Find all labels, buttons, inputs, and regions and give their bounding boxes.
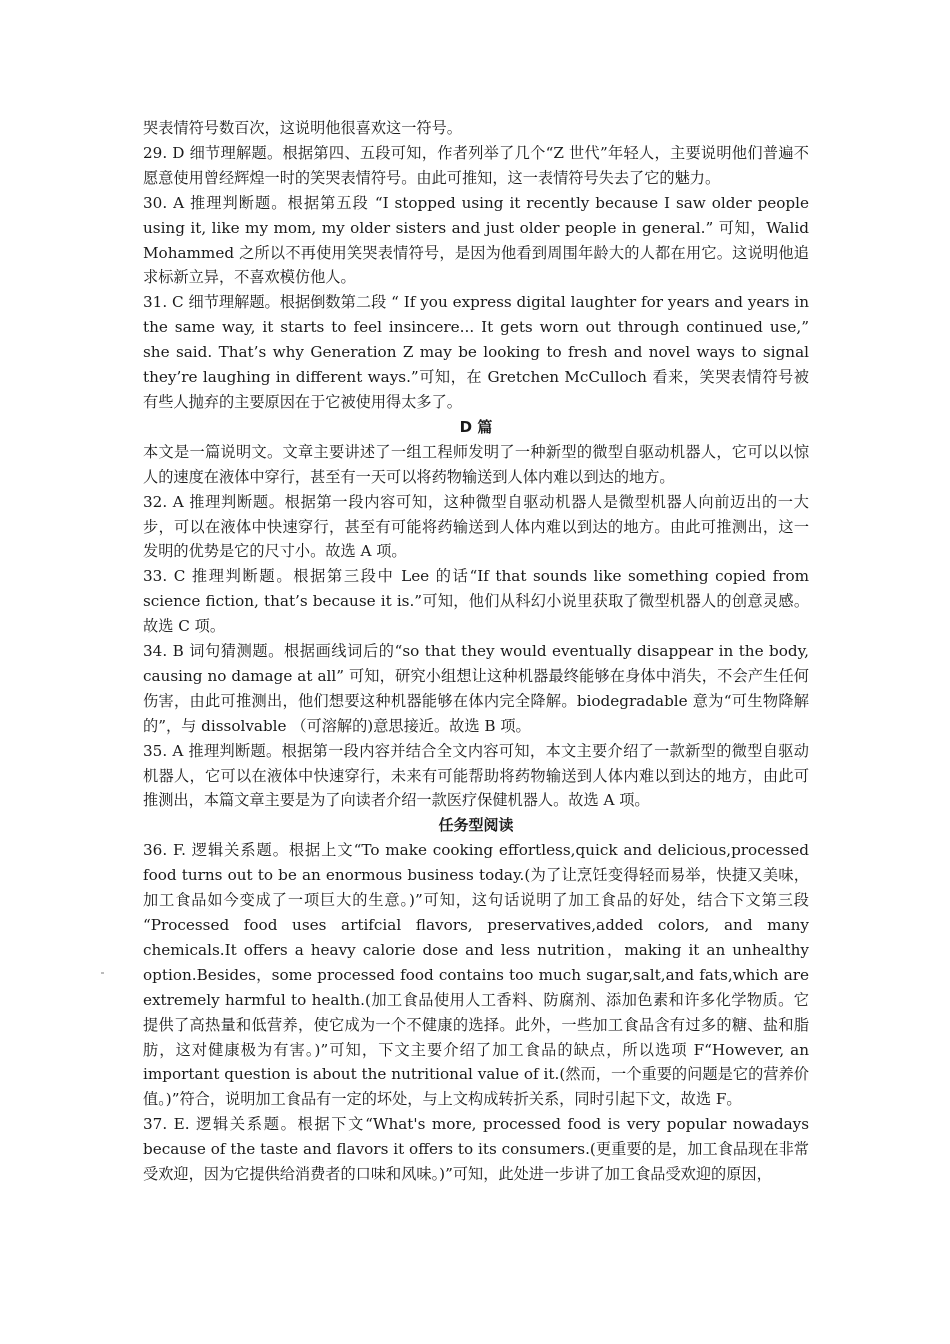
answer-30: 30. A 推理判断题。根据第五段 “I stopped using it recently because I saw older people using it, like my mom, my older sisters and just older people in general.” 可知，Walid Mohammed 之所以不再使用笑哭表情符号，是因为他看到周围年龄大的人都在用它。这说明他追求标新立异，不喜欢模仿他人。 (143, 193, 814, 287)
answer-explanation-page (143, 116, 814, 1187)
answer-37: 37. E. 逻辑关系题。根据下文“What's more, processed food is very popular nowadays because of the taste and flavors it offers to its consumers.(更重要的是，加工食品现在非常受欢迎，因为它提供给消费者的口味和风味。)”可知，此处进一步讲了加工食品受欢迎的原因， (143, 1115, 814, 1184)
answer-35: 35. A 推理判断题。根据第一段内容并结合全文内容可知，本文主要介绍了一款新型的微型自驱动机器人，它可以在液体中快速穿行，未来有可能帮助将药物输送到人体内难以到达的地方，由此可推测出，本篇文章主要是为了向读者介绍一款医疗保健机器人。故选 A 项。 (143, 741, 809, 810)
section-d-summary: 本文是一篇说明文。文章主要讲述了一组工程师发明了一种新型的微型自驱动机器人，它可以以惊人的速度在液体中穿行，甚至有一天可以将药物输送到人体内难以到达的地方。 (143, 442, 809, 486)
paragraph-continuation: 哭表情符号数百次，这说明他很喜欢这一符号。 (143, 119, 462, 137)
answer-32: 32. A 推理判断题。根据第一段内容可知，这种微型自驱动机器人是微型机器人向前迈出的一大步，可以在液体中快速穿行，甚至有可能将药输送到人体内难以到达的地方。由此可推测出，这一发明的优势是它的尺寸小。故选 A 项。 (143, 492, 809, 561)
answer-29: 29. D 细节理解题。根据第四、五段可知，作者列举了几个“Z 世代”年轻人，主要说明他们普遍不愿意使用曾经辉煌一时的笑哭表情符号。由此可推知，这一表情符号失去了它的魅力。 (143, 143, 809, 187)
answer-31: 31. C 细节理解题。根据倒数第二段 “ If you express digital laughter for years and years in the same way, it starts to feel insincere... It gets worn out through continued use,” she said. That’s why Generation Z may be looking to fresh and novel ways to signal they’re laughing in different ways.”可知，在 Gretchen McCulloch 看来，笑哭表情符号被有些人抛弃的主要原因在于它被使用得太多了。 (143, 293, 814, 411)
answer-34: 34. B 词句猜测题。根据画线词后的“so that they would eventually disappear in the body, causing no damage at all” 可知，研究小组想让这种机器最终能够在身体中消失，不会产生任何伤害，由此可推测出，他们想要这种机器能够在体内完全降解。biodegradable 意为“可生物降解的”，与 dissolvable （可溶解的)意思接近。故选 B 项。 (143, 642, 814, 735)
answer-36: 36. F. 逻辑关系题。根据上文“To make cooking effortless,quick and delicious,processed food turns out to be an enormous business today.(为了让烹饪变得轻而易举，快捷又美味，加工食品如今变成了一项巨大的生意。)”可知，这句话说明了加工食品的好处，结合下文第三段 “Processed food uses artifcial flavors, preservatives,added colors, and many chemicals.It offers a heavy calorie dose and less nutrition，making it an unhealthy option.Besides，some processed food contains too much sugar,salt,and fats,which are extremely harmful to health.(加工食品使用人工香料、防腐剂、添加色素和许多化学物质。它提供了高热量和低营养，使它成为一个不健康的选择。此外，一些加工食品含有过多的糖、盐和脂肪，这对健康极为有害。)”可知，下文主要介绍了加工食品的缺点，所以选项 F“However, an important question is about the nutritional value of it.(然而，一个重要的问题是它的营养价值。)”符合，说明加工食品有一定的坏处，与上文构成转折关系，同时引起下文，故选 F。 (143, 841, 814, 1109)
section-d-heading: D 篇 (459, 417, 493, 436)
answer-33: 33. C 推理判断题。根据第三段中 Lee 的话“If that sounds like something copied from science fiction, that’s because it is.”可知，他们从科幻小说里获取了微型机器人的创意灵感。故选 C 项。 (143, 567, 814, 636)
task-reading-heading: 任务型阅读 (438, 816, 514, 835)
scan-speck (101, 972, 104, 974)
